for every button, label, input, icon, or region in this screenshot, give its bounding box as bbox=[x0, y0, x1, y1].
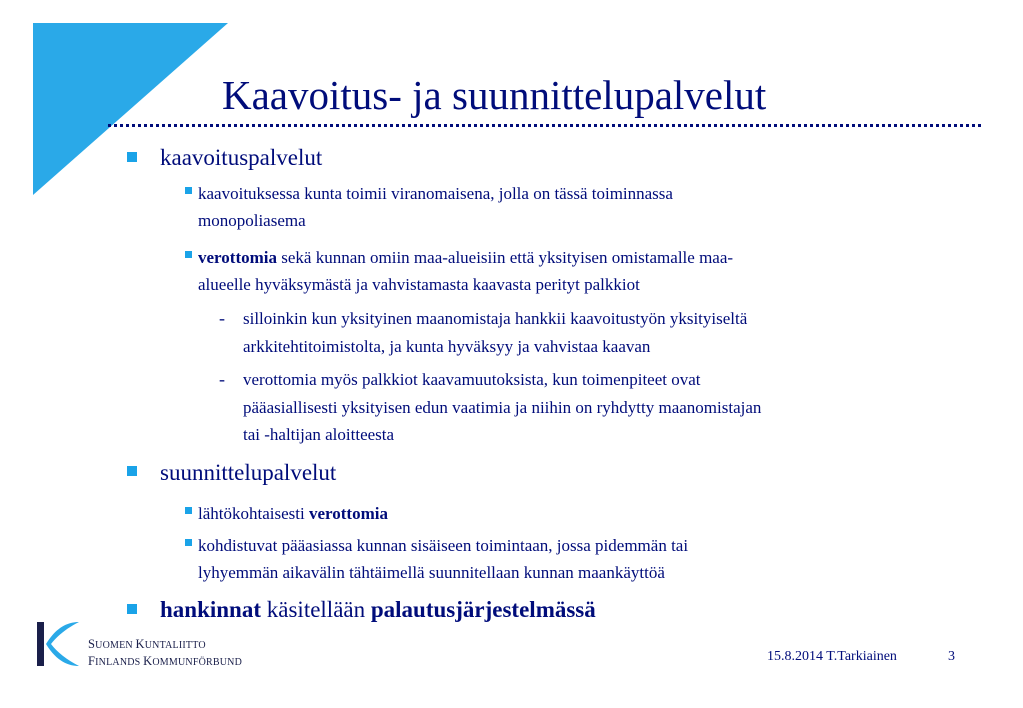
org-cap: K bbox=[135, 637, 145, 651]
bullet-2-2-line1: kohdistuvat pääasiassa kunnan sisäiseen toimintaan, jossa pidemmän tai bbox=[198, 536, 689, 555]
bullet-2-1 bbox=[198, 500, 388, 527]
bullet-1-2-line2: alueelle hyväksymästä ja vahvistamasta kaavasta perityt palkkiot bbox=[198, 275, 640, 294]
bold-palautusjarjestelmassa: palautusjärjestelmässä bbox=[370, 597, 596, 622]
square-bullet-icon bbox=[127, 604, 137, 614]
org-smallcaps: UOMEN bbox=[95, 640, 136, 651]
org-cap: S bbox=[88, 637, 96, 651]
slide-title: Kaavoitus- ja suunnittelupalvelut bbox=[222, 72, 767, 118]
bullet-hankinnat bbox=[160, 596, 596, 624]
square-bullet-icon bbox=[185, 187, 192, 194]
square-bullet-icon bbox=[127, 466, 137, 476]
dash-bullet: - bbox=[219, 308, 225, 328]
bullet-3-text: käsitellään bbox=[261, 597, 371, 622]
bullet-1-2-line1-rest: sekä kunnan omiin maa-alueisiin että yksityisen omistamalle maa- bbox=[277, 248, 734, 267]
square-bullet-icon bbox=[185, 507, 192, 514]
org-smallcaps: UNTALIITTO bbox=[144, 640, 206, 651]
org-cap: F bbox=[88, 654, 96, 668]
bullet-1-2-2-line1: verottomia myös palkkiot kaavamuutoksista, kun toimenpiteet ovat bbox=[243, 370, 701, 389]
org-cap: K bbox=[143, 654, 153, 668]
org-smallcaps: INLANDS bbox=[95, 657, 144, 668]
bold-verottomia: verottomia bbox=[308, 504, 388, 523]
dash-bullet: - bbox=[219, 369, 225, 389]
organization-name-finnish bbox=[88, 637, 206, 653]
bullet-2-1-text: lähtökohtaisesti bbox=[198, 504, 309, 523]
footer-date-author: 15.8.2014 T.Tarkiainen bbox=[767, 649, 897, 664]
bullet-kaavoituspalvelut: kaavoituspalvelut bbox=[160, 145, 323, 170]
org-smallcaps: OMMUNFÖRBUND bbox=[152, 657, 243, 668]
square-bullet-icon bbox=[127, 152, 137, 162]
square-bullet-icon bbox=[185, 251, 192, 258]
bullet-2-2-line2: lyhyemmän aikavälin tähtäimellä suunnitellaan kunnan maankäyttöä bbox=[198, 563, 665, 582]
bold-hankinnat: hankinnat bbox=[160, 597, 262, 622]
organization-name-swedish bbox=[88, 654, 242, 670]
square-bullet-icon bbox=[185, 539, 192, 546]
bullet-1-2-1-line2: arkkitehtitoimistolta, ja kunta hyväksyy ja vahvistaa kaavan bbox=[243, 337, 651, 356]
bold-verottomia: verottomia bbox=[198, 248, 277, 267]
bullet-1-2-2-line3: tai -haltijan aloitteesta bbox=[243, 425, 395, 444]
bullet-1-1-line1: kaavoituksessa kunta toimii viranomaisena, jolla on tässä toiminnassa bbox=[198, 184, 673, 203]
title-dotted-rule bbox=[108, 124, 981, 127]
bullet-suunnittelupalvelut: suunnittelupalvelut bbox=[160, 460, 337, 485]
bullet-1-2-2-line2: pääasiallisesti yksityisen edun vaatimia ja niihin on ryhdytty maanomistajan bbox=[243, 398, 762, 417]
footer-page-number: 3 bbox=[948, 649, 955, 664]
bullet-1-1-line2: monopoliasema bbox=[198, 211, 306, 230]
bullet-1-2-line1 bbox=[198, 244, 733, 271]
bullet-1-2-1-line1: silloinkin kun yksityinen maanomistaja hankkii kaavoitustyön yksityiseltä bbox=[243, 309, 748, 328]
kuntaliitto-logo-icon bbox=[33, 618, 81, 670]
